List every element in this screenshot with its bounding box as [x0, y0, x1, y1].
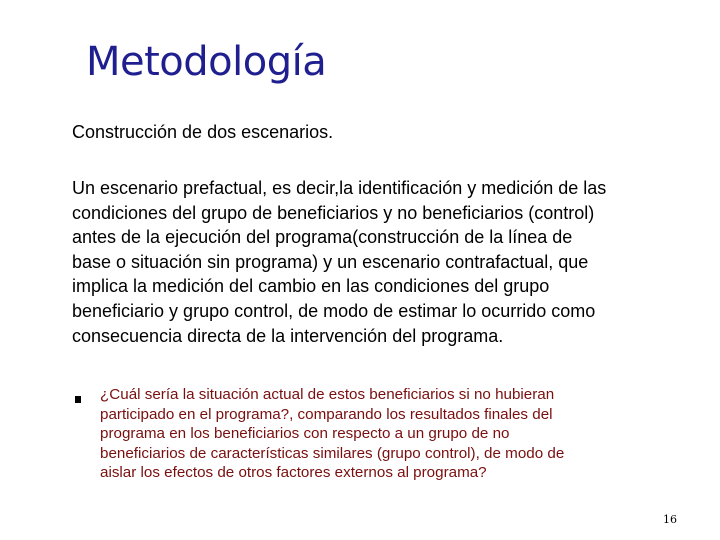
paragraph-line: implica la medición del cambio en las condiciones del grupo [72, 276, 550, 297]
bullet-line: participado en el programa?, comparando los resultados finales del [100, 405, 553, 423]
paragraph-line: consecuencia directa de la intervención del programa. [72, 325, 504, 346]
bullet-item [100, 385, 670, 483]
paragraph-line: Un escenario prefactual, es decir,la identificación y medición de las [72, 178, 607, 198]
page-number: 16 [663, 513, 677, 526]
paragraph-line: antes de la ejecución del programa(construcción de la línea de [72, 227, 573, 248]
slide-title: Metodología [86, 39, 327, 85]
bullet-line: beneficiarios de características similares (grupo control), de modo de [100, 444, 565, 462]
bullet-line: ¿Cuál sería la situación actual de estos beneficiarios si no hubieran [100, 386, 555, 403]
square-bullet-icon [75, 396, 81, 403]
main-paragraph [72, 176, 672, 348]
slide-subtitle: Construcción de dos escenarios. [72, 122, 334, 142]
bullet-line: programa en los beneficiarios con respecto a un grupo de no [100, 425, 510, 442]
paragraph-line: beneficiario y grupo control, de modo de estimar lo ocurrido como [72, 300, 596, 321]
bullet-line: aislar los efectos de otros factores externos al programa? [100, 464, 487, 481]
paragraph-line: condiciones del grupo de beneficiarios y no beneficiarios (control) [72, 202, 595, 223]
paragraph-line: base o situación sin programa) y un escenario contrafactual, que [72, 251, 589, 272]
